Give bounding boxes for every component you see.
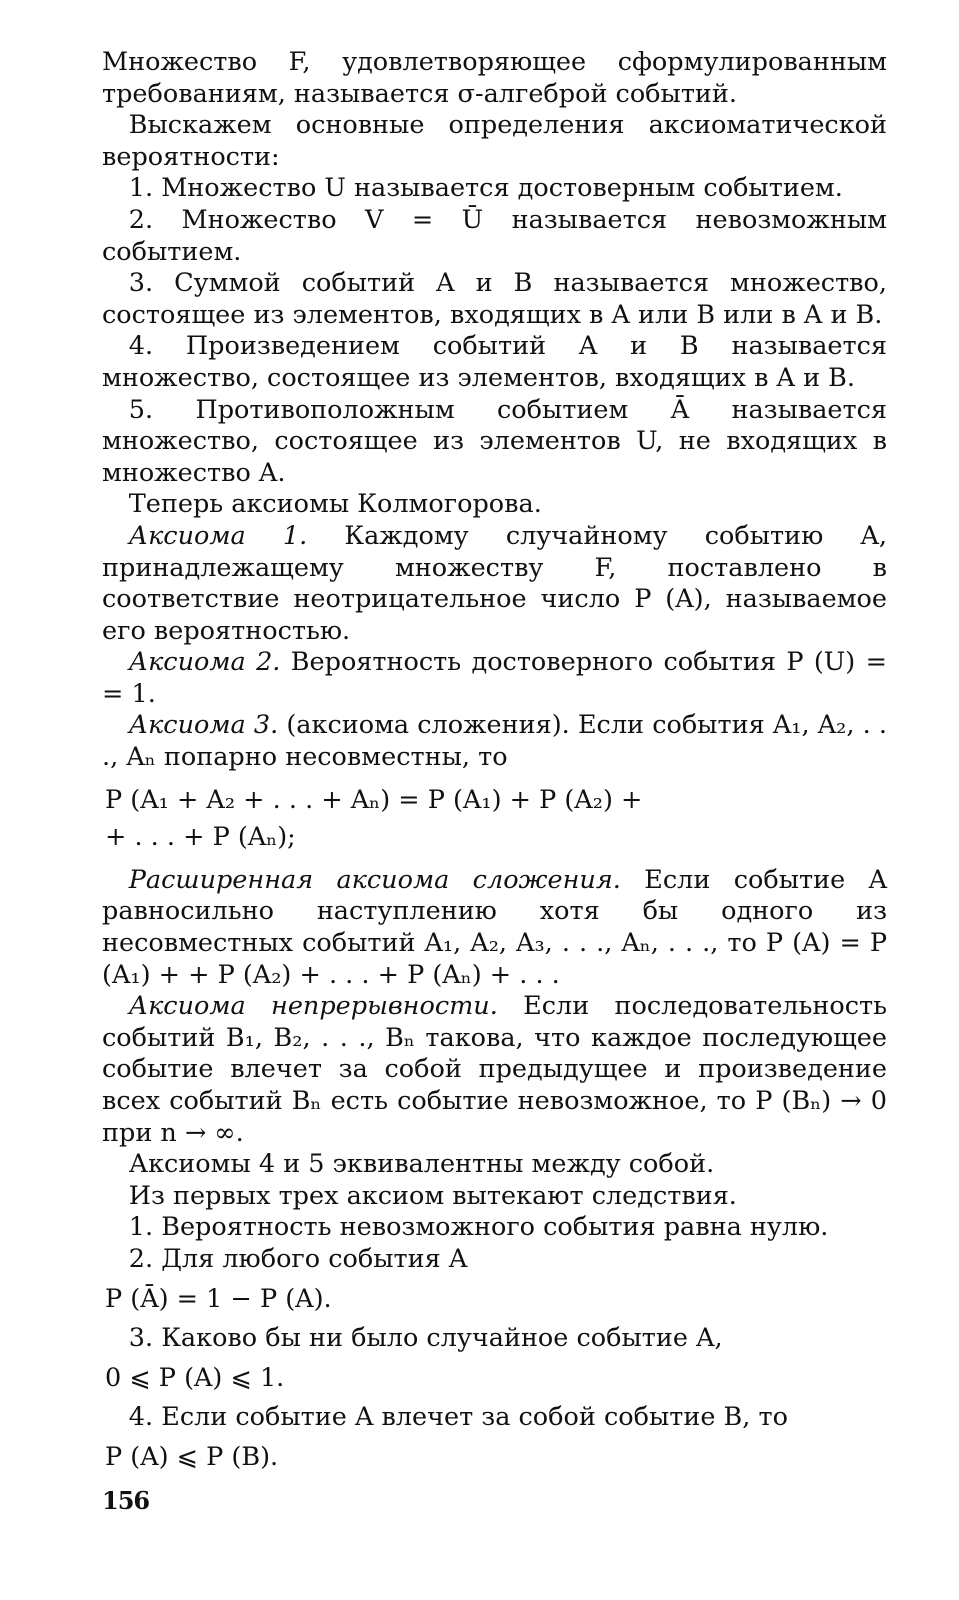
axiom-2 xyxy=(102,647,887,710)
definition-1: 1. Множество U называется достоверным событием. xyxy=(128,173,843,204)
paragraph-axioms-equivalent: Аксиомы 4 и 5 эквивалентны между собой. xyxy=(128,1149,715,1180)
page-number: 156 xyxy=(102,1486,150,1515)
axiom-extended-text: Если событие A равносильно наступлению хотя бы одного из несовместных событий A₁, A₂, A₃, . . ., Aₙ, . . ., то P (A) = P (A₁) + + P (A₂) + . . . + P (Aₙ) + . . . xyxy=(102,864,887,990)
definition-5: 5. Противоположным событием Ā называется множество, состоящее из элементов U, не входящих в множество A. xyxy=(102,394,887,488)
axiom-1 xyxy=(102,521,887,647)
axiom-2-text: Вероятность достоверного события P (U) = = 1. xyxy=(102,647,887,709)
axiom-extended-lead: Расширенная аксиома сложения. xyxy=(128,864,621,895)
formula-monotone-line: P (A) ⩽ P (B). xyxy=(105,1441,279,1472)
axiom-2-lead: Аксиома 2. xyxy=(128,647,281,678)
definition-4: 4. Произведением событий A и B называется множество, состоящее из элементов, входящих в A и B. xyxy=(102,331,887,393)
axiom-continuity-text: Если последовательность событий B₁, B₂, . . ., Bₙ такова, что каждое последующее событие влечет за собой предыдущее и произведение всех событий Bₙ есть событие невозможное, то P (Bₙ) → 0 при n → ∞. xyxy=(102,991,887,1148)
formula-bounds-line: 0 ⩽ P (A) ⩽ 1. xyxy=(105,1362,285,1393)
paragraph-definitions-intro: Выскажем основные определения аксиоматической вероятности: xyxy=(102,110,887,172)
formula-additivity xyxy=(102,785,887,854)
paragraph-sigma-algebra: Множество F, удовлетворяющее сформулированным требованиям, называется σ-алгеброй событий. xyxy=(102,47,887,109)
consequence-1: 1. Вероятность невозможного события равна нулю. xyxy=(128,1212,829,1243)
axiom-continuity-lead: Аксиома непрерывности. xyxy=(128,991,498,1022)
axiom-1-lead: Аксиома 1. xyxy=(128,520,308,551)
formula-complement-line: P (Ā) = 1 − P (A). xyxy=(105,1283,332,1314)
paragraph-kolmogorov-intro: Теперь аксиомы Колмогорова. xyxy=(128,489,542,520)
consequence-3: 3. Каково бы ни было случайное событие A, xyxy=(128,1323,723,1354)
page-text xyxy=(102,47,887,1482)
definition-2: 2. Множество V = Ū называется невозможным событием. xyxy=(102,204,887,267)
formula-additivity-line-2: + . . . + P (Aₙ); xyxy=(105,822,296,853)
formula-monotone xyxy=(102,1442,887,1474)
axiom-3 xyxy=(102,710,887,773)
definition-3: 3. Суммой событий A и B называется множество, состоящее из элементов, входящих в A или B или в A и B. xyxy=(102,268,887,330)
consequence-4: 4. Если событие A влечет за собой событие B, то xyxy=(128,1402,788,1433)
axiom-continuity xyxy=(102,991,887,1149)
axiom-extended-additivity xyxy=(102,865,887,991)
axiom-3-lead: Аксиома 3. xyxy=(128,710,279,741)
formula-additivity-line-1: P (A₁ + A₂ + . . . + Aₙ) = P (A₁) + P (A₂) + xyxy=(105,784,643,815)
formula-complement xyxy=(102,1284,887,1316)
formula-bounds xyxy=(102,1363,887,1395)
axiom-1-text: Каждому случайному событию A, принадлежащему множеству F, поставлено в соответствие неотрицательное число P (A), называемое его вероятностью. xyxy=(102,520,887,646)
consequence-2: 2. Для любого события A xyxy=(128,1243,468,1274)
paragraph-consequences-intro: Из первых трех аксиом вытекают следствия. xyxy=(128,1180,737,1211)
axiom-3-text: (аксиома сложения). Если события A₁, A₂, . . ., Aₙ попарно несовместны, то xyxy=(102,710,887,773)
